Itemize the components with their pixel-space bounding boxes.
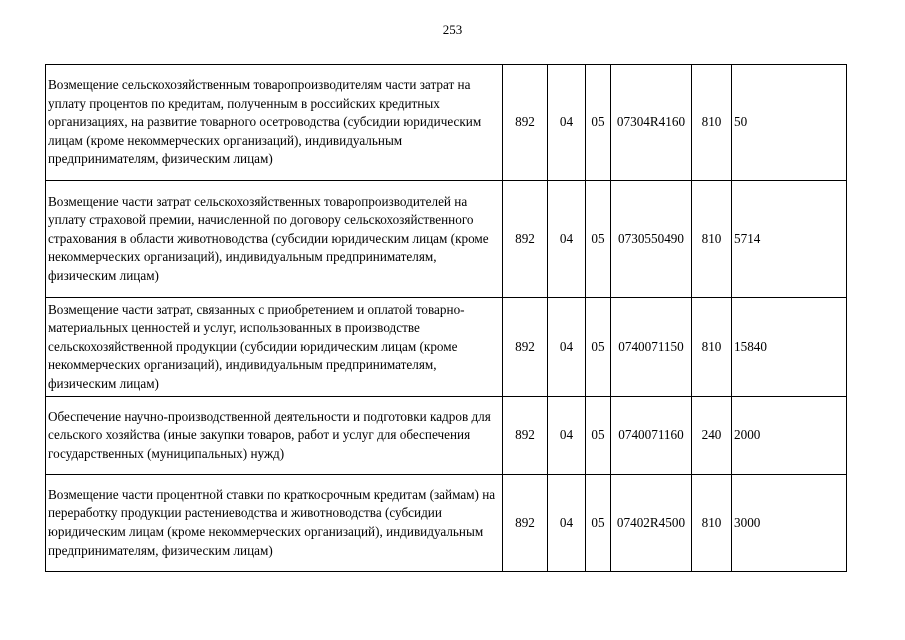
target-article-code: 0730550490 — [611, 181, 692, 298]
amount-value: 5714 — [732, 181, 847, 298]
amount-value: 15840 — [732, 298, 847, 397]
amount-value: 50 — [732, 65, 847, 181]
expense-type-code: 810 — [692, 181, 732, 298]
budget-table — [45, 64, 847, 572]
section-code: 04 — [548, 65, 586, 181]
subsection-code: 05 — [586, 298, 611, 397]
row-description: Возмещение части затрат сельскохозяйственных товаропроизводителей на уплату страховой премии, начисленной по договору сельскохозяйственного страхования в области животноводства (субсидии юридическим лицам (кроме некоммерческих организаций), индивидуальным предпринимателям, физическим лицам) — [46, 181, 503, 298]
ministry-code: 892 — [503, 397, 548, 475]
row-description: Возмещение сельскохозяйственным товаропроизводителям части затрат на уплату процентов по кредитам, полученным в российских кредитных организациях, на развитие товарного осетроводства (субсидии юридическим лицам (кроме некоммерческих организаций), индивидуальным предпринимателям, физическим лицам) — [46, 65, 503, 181]
expense-type-code: 810 — [692, 475, 732, 572]
ministry-code: 892 — [503, 65, 548, 181]
amount-value: 2000 — [732, 397, 847, 475]
expense-type-code: 240 — [692, 397, 732, 475]
subsection-code: 05 — [586, 181, 611, 298]
row-description: Обеспечение научно-производственной деятельности и подготовки кадров для сельского хозяйства (иные закупки товаров, работ и услуг для обеспечения государственных (муниципальных) нужд) — [46, 397, 503, 475]
amount-value: 3000 — [732, 475, 847, 572]
section-code: 04 — [548, 475, 586, 572]
ministry-code: 892 — [503, 298, 548, 397]
section-code: 04 — [548, 397, 586, 475]
ministry-code: 892 — [503, 475, 548, 572]
section-code: 04 — [548, 181, 586, 298]
section-code: 04 — [548, 298, 586, 397]
expense-type-code: 810 — [692, 65, 732, 181]
target-article-code: 0740071150 — [611, 298, 692, 397]
expense-type-code: 810 — [692, 298, 732, 397]
subsection-code: 05 — [586, 397, 611, 475]
target-article-code: 0740071160 — [611, 397, 692, 475]
subsection-code: 05 — [586, 475, 611, 572]
table-row — [46, 181, 847, 298]
ministry-code: 892 — [503, 181, 548, 298]
target-article-code: 07402R4500 — [611, 475, 692, 572]
page-number: 253 — [442, 22, 463, 37]
table-row — [46, 475, 847, 572]
row-description: Возмещение части затрат, связанных с приобретением и оплатой товарно-материальных ценностей и услуг, использованных в производстве сельскохозяйственной продукции (субсидии юридическим лицам (кроме некоммерческих организаций), индивидуальным предпринимателям, физическим лицам) — [46, 298, 503, 397]
target-article-code: 07304R4160 — [611, 65, 692, 181]
table-row — [46, 298, 847, 397]
row-description: Возмещение части процентной ставки по краткосрочным кредитам (займам) на переработку продукции растениеводства и животноводства (субсидии юридическим лицам (кроме некоммерческих организаций), индивидуальным предпринимателям, физическим лицам) — [46, 475, 503, 572]
table-row — [46, 65, 847, 181]
table-row — [46, 397, 847, 475]
subsection-code: 05 — [586, 65, 611, 181]
